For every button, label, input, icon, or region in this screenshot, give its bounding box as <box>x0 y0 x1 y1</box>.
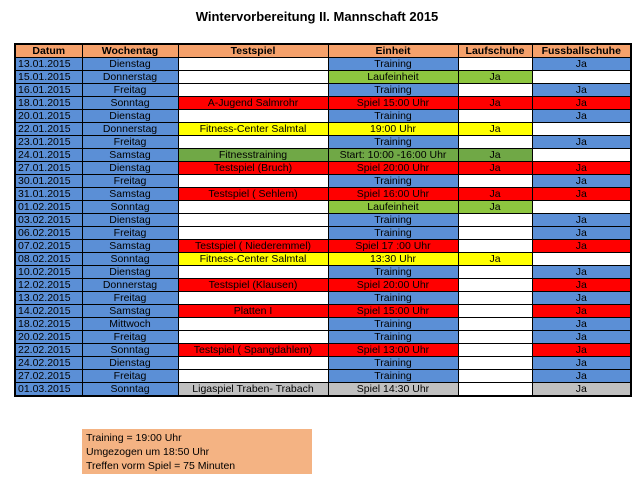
laufschuhe-cell <box>458 240 532 253</box>
fussballschuhe-cell: Ja <box>532 227 631 240</box>
fussballschuhe-cell <box>532 201 631 214</box>
laufschuhe-cell: Ja <box>458 149 532 162</box>
date-cell: 12.02.2015 <box>15 279 82 292</box>
legend-line: Treffen vorm Spiel = 75 Minuten <box>86 460 236 472</box>
einheit-cell: Spiel 15:00 Uhr <box>328 97 458 110</box>
table-row <box>15 240 631 253</box>
date-cell: 20.02.2015 <box>15 331 82 344</box>
einheit-cell: Spiel 14:30 Uhr <box>328 383 458 397</box>
weekday-cell: Dienstag <box>82 357 178 370</box>
fussballschuhe-cell: Ja <box>532 279 631 292</box>
date-cell: 30.01.2015 <box>15 175 82 188</box>
col-header-einheit: Einheit <box>328 44 458 58</box>
einheit-cell: Training <box>328 292 458 305</box>
table-row <box>15 188 631 201</box>
weekday-cell: Samstag <box>82 305 178 318</box>
laufschuhe-cell <box>458 279 532 292</box>
table-row <box>15 97 631 110</box>
laufschuhe-cell <box>458 383 532 397</box>
table-row <box>15 149 631 162</box>
einheit-cell: Training <box>328 110 458 123</box>
weekday-cell: Freitag <box>82 370 178 383</box>
fussballschuhe-cell: Ja <box>532 292 631 305</box>
einheit-cell: Training <box>328 331 458 344</box>
weekday-cell: Freitag <box>82 175 178 188</box>
table-row <box>15 84 631 97</box>
weekday-cell: Dienstag <box>82 110 178 123</box>
fussballschuhe-cell: Ja <box>532 357 631 370</box>
table-row <box>15 162 631 175</box>
testspiel-cell <box>178 266 328 279</box>
date-cell: 03.02.2015 <box>15 214 82 227</box>
table-row <box>15 175 631 188</box>
einheit-cell: Start: 10:00 -16:00 Uhr <box>328 149 458 162</box>
table-row <box>15 136 631 149</box>
table-row <box>15 331 631 344</box>
testspiel-cell: Testspiel ( Sehlem) <box>178 188 328 201</box>
testspiel-cell <box>178 71 328 84</box>
weekday-cell: Sonntag <box>82 253 178 266</box>
table-row <box>15 279 631 292</box>
weekday-cell: Freitag <box>82 331 178 344</box>
fussballschuhe-cell <box>532 123 631 136</box>
testspiel-cell <box>178 227 328 240</box>
testspiel-cell <box>178 292 328 305</box>
laufschuhe-cell <box>458 344 532 357</box>
date-cell: 16.01.2015 <box>15 84 82 97</box>
date-cell: 06.02.2015 <box>15 227 82 240</box>
date-cell: 22.02.2015 <box>15 344 82 357</box>
fussballschuhe-cell: Ja <box>532 162 631 175</box>
laufschuhe-cell: Ja <box>458 201 532 214</box>
weekday-cell: Sonntag <box>82 201 178 214</box>
fussballschuhe-cell <box>532 149 631 162</box>
einheit-cell: Spiel 13:00 Uhr <box>328 344 458 357</box>
laufschuhe-cell <box>458 136 532 149</box>
einheit-cell: Training <box>328 136 458 149</box>
testspiel-cell: Testspiel (Klausen) <box>178 279 328 292</box>
date-cell: 18.01.2015 <box>15 97 82 110</box>
weekday-cell: Freitag <box>82 292 178 305</box>
table-row <box>15 383 631 397</box>
testspiel-cell: Fitnesstraining <box>178 149 328 162</box>
table-row <box>15 318 631 331</box>
testspiel-cell <box>178 110 328 123</box>
testspiel-cell <box>178 214 328 227</box>
date-cell: 13.01.2015 <box>15 58 82 71</box>
col-header-fussballschuhe: Fussballschuhe <box>532 44 631 58</box>
einheit-cell: Training <box>328 266 458 279</box>
laufschuhe-cell <box>458 331 532 344</box>
einheit-cell: Spiel 15:00 Uhr <box>328 305 458 318</box>
date-cell: 23.01.2015 <box>15 136 82 149</box>
einheit-cell: Training <box>328 214 458 227</box>
date-cell: 15.01.2015 <box>15 71 82 84</box>
date-cell: 24.01.2015 <box>15 149 82 162</box>
testspiel-cell: Fitness-Center Salmtal <box>178 123 328 136</box>
date-cell: 07.02.2015 <box>15 240 82 253</box>
fussballschuhe-cell: Ja <box>532 305 631 318</box>
einheit-cell: Training <box>328 175 458 188</box>
fussballschuhe-cell: Ja <box>532 344 631 357</box>
date-cell: 10.02.2015 <box>15 266 82 279</box>
date-cell: 24.02.2015 <box>15 357 82 370</box>
fussballschuhe-cell: Ja <box>532 331 631 344</box>
testspiel-cell <box>178 370 328 383</box>
weekday-cell: Samstag <box>82 149 178 162</box>
fussballschuhe-cell: Ja <box>532 318 631 331</box>
testspiel-cell <box>178 201 328 214</box>
date-cell: 22.01.2015 <box>15 123 82 136</box>
fussballschuhe-cell: Ja <box>532 84 631 97</box>
weekday-cell: Donnerstag <box>82 71 178 84</box>
table-row <box>15 58 631 71</box>
testspiel-cell <box>178 318 328 331</box>
einheit-cell: Laufeinheit <box>328 71 458 84</box>
date-cell: 08.02.2015 <box>15 253 82 266</box>
laufschuhe-cell: Ja <box>458 162 532 175</box>
fussballschuhe-cell <box>532 253 631 266</box>
weekday-cell: Dienstag <box>82 58 178 71</box>
weekday-cell: Mittwoch <box>82 318 178 331</box>
legend-line: Training = 19:00 Uhr <box>86 432 182 444</box>
laufschuhe-cell: Ja <box>458 97 532 110</box>
laufschuhe-cell <box>458 110 532 123</box>
weekday-cell: Dienstag <box>82 266 178 279</box>
testspiel-cell <box>178 84 328 97</box>
table-row <box>15 71 631 84</box>
weekday-cell: Donnerstag <box>82 123 178 136</box>
einheit-cell: Spiel 20:00 Uhr <box>328 162 458 175</box>
table-row <box>15 292 631 305</box>
laufschuhe-cell <box>458 227 532 240</box>
laufschuhe-cell: Ja <box>458 71 532 84</box>
laufschuhe-cell <box>458 84 532 97</box>
laufschuhe-cell <box>458 175 532 188</box>
date-cell: 01.03.2015 <box>15 383 82 397</box>
weekday-cell: Donnerstag <box>82 279 178 292</box>
laufschuhe-cell <box>458 357 532 370</box>
col-header-wochentag: Wochentag <box>82 44 178 58</box>
laufschuhe-cell: Ja <box>458 188 532 201</box>
fussballschuhe-cell: Ja <box>532 97 631 110</box>
date-cell: 20.01.2015 <box>15 110 82 123</box>
table-row <box>15 305 631 318</box>
testspiel-cell: Platten I <box>178 305 328 318</box>
date-cell: 13.02.2015 <box>15 292 82 305</box>
table-row <box>15 110 631 123</box>
table-header-row <box>15 44 631 58</box>
testspiel-cell <box>178 58 328 71</box>
date-cell: 27.02.2015 <box>15 370 82 383</box>
table-row <box>15 214 631 227</box>
fussballschuhe-cell: Ja <box>532 58 631 71</box>
table-row <box>15 227 631 240</box>
table-row <box>15 344 631 357</box>
weekday-cell: Sonntag <box>82 97 178 110</box>
testspiel-cell: Fitness-Center Salmtal <box>178 253 328 266</box>
laufschuhe-cell <box>458 58 532 71</box>
table-row <box>15 123 631 136</box>
fussballschuhe-cell <box>532 71 631 84</box>
fussballschuhe-cell: Ja <box>532 175 631 188</box>
laufschuhe-cell <box>458 318 532 331</box>
testspiel-cell <box>178 136 328 149</box>
weekday-cell: Sonntag <box>82 383 178 397</box>
fussballschuhe-cell: Ja <box>532 136 631 149</box>
weekday-cell: Sonntag <box>82 344 178 357</box>
testspiel-cell: Ligaspiel Traben- Trabach <box>178 383 328 397</box>
einheit-cell: Spiel 20:00 Uhr <box>328 279 458 292</box>
einheit-cell: Training <box>328 58 458 71</box>
weekday-cell: Dienstag <box>82 162 178 175</box>
laufschuhe-cell <box>458 214 532 227</box>
testspiel-cell <box>178 357 328 370</box>
testspiel-cell: A-Jugend Salmrohr <box>178 97 328 110</box>
laufschuhe-cell <box>458 292 532 305</box>
einheit-cell: Spiel 17 :00 Uhr <box>328 240 458 253</box>
laufschuhe-cell <box>458 370 532 383</box>
legend-line: Umgezogen um 18:50 Uhr <box>86 446 210 458</box>
legend-box <box>82 429 312 474</box>
testspiel-cell: Testspiel (Bruch) <box>178 162 328 175</box>
weekday-cell: Samstag <box>82 188 178 201</box>
col-header-laufschuhe: Laufschuhe <box>458 44 532 58</box>
laufschuhe-cell: Ja <box>458 253 532 266</box>
table-row <box>15 266 631 279</box>
weekday-cell: Samstag <box>82 240 178 253</box>
einheit-cell: Training <box>328 227 458 240</box>
laufschuhe-cell <box>458 305 532 318</box>
laufschuhe-cell: Ja <box>458 123 532 136</box>
table-row <box>15 201 631 214</box>
weekday-cell: Dienstag <box>82 214 178 227</box>
table-row <box>15 357 631 370</box>
fussballschuhe-cell: Ja <box>532 370 631 383</box>
einheit-cell: Training <box>328 357 458 370</box>
testspiel-cell: Testspiel ( Spangdahlem) <box>178 344 328 357</box>
weekday-cell: Freitag <box>82 227 178 240</box>
schedule-table <box>14 43 632 397</box>
testspiel-cell <box>178 175 328 188</box>
einheit-cell: Laufeinheit <box>328 201 458 214</box>
table-row <box>15 253 631 266</box>
einheit-cell: Spiel 16:00 Uhr <box>328 188 458 201</box>
einheit-cell: 19:00 Uhr <box>328 123 458 136</box>
laufschuhe-cell <box>458 266 532 279</box>
date-cell: 18.02.2015 <box>15 318 82 331</box>
col-header-datum: Datum <box>15 44 82 58</box>
table-body <box>15 58 631 397</box>
weekday-cell: Freitag <box>82 84 178 97</box>
einheit-cell: Training <box>328 370 458 383</box>
date-cell: 14.02.2015 <box>15 305 82 318</box>
fussballschuhe-cell: Ja <box>532 188 631 201</box>
date-cell: 31.01.2015 <box>15 188 82 201</box>
fussballschuhe-cell: Ja <box>532 266 631 279</box>
fussballschuhe-cell: Ja <box>532 383 631 397</box>
testspiel-cell: Testspiel ( Niederemmel) <box>178 240 328 253</box>
table-row <box>15 370 631 383</box>
fussballschuhe-cell: Ja <box>532 240 631 253</box>
fussballschuhe-cell: Ja <box>532 214 631 227</box>
fussballschuhe-cell: Ja <box>532 110 631 123</box>
date-cell: 01.02.2015 <box>15 201 82 214</box>
einheit-cell: 13:30 Uhr <box>328 253 458 266</box>
col-header-testspiel: Testspiel <box>178 44 328 58</box>
weekday-cell: Freitag <box>82 136 178 149</box>
testspiel-cell <box>178 331 328 344</box>
einheit-cell: Training <box>328 318 458 331</box>
page-title: Wintervorbereitung II. Mannschaft 2015 <box>195 9 439 24</box>
einheit-cell: Training <box>328 84 458 97</box>
date-cell: 27.01.2015 <box>15 162 82 175</box>
